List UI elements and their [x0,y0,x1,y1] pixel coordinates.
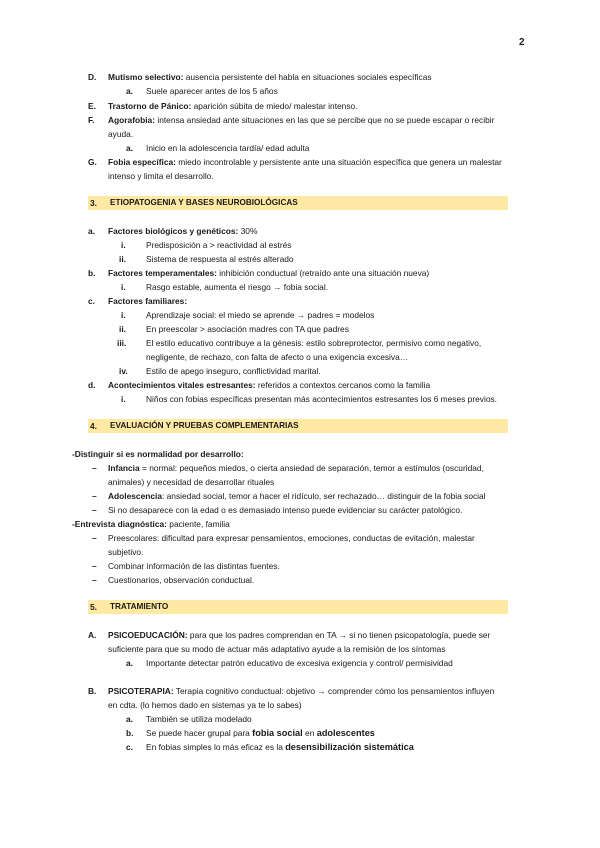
dash: – [92,561,97,571]
subitem: En preescolar > asociación madres con TA que padres [146,324,349,334]
fobia-especifica-item [108,155,502,169]
section-number: 5. [90,602,97,612]
desc: aparición súbita de miedo/ malestar intenso. [191,101,358,111]
section-title: TRATAMIENTO [110,602,169,611]
desc: referidos a contextos cercanos como la familia [255,380,431,390]
subitem: Predisposición a > reactividad al estrés [146,240,292,250]
section-number: 4. [90,421,97,431]
desc: intensa ansiedad ante situaciones en las que se percibe que no se puede escapar o recibir [155,115,495,125]
marker: b. [126,728,134,738]
factores-biologicos [108,224,257,238]
marker: i. [121,394,126,404]
entrevista-item [72,517,230,531]
mutismo-selectivo-item [108,70,432,84]
subitem: El estilo educativo contribuye a la génesis: estilo sobreprotector, permisivo como negativo, [146,338,482,348]
term: Trastorno de Pánico: [108,101,192,111]
agorafobia-cont: ayuda. [108,129,134,139]
marker-a: a. [126,143,133,153]
text: Se puede hacer grupal para [146,728,253,738]
term: -Entrevista diagnóstica: [72,519,167,529]
psicoterapia-subitem-b [146,726,375,740]
marker-d: D. [88,72,97,82]
term: Acontecimientos vitales estresantes: [108,380,256,390]
dash: – [92,505,97,515]
psicoterapia-item [108,684,494,698]
bold-text: fobia social [252,728,303,738]
subitem: Rasgo estable, aumenta el riesgo → fobia social. [146,282,329,292]
preescolares-cont: subjetivo. [108,547,144,557]
factores-temperamentales [108,266,429,280]
term: Factores temperamentales: [108,268,217,278]
text: En fobias simples lo más eficaz es la [146,742,286,752]
term: Agorafobia: [108,115,155,125]
term: Factores biológicos y genéticos: [108,226,239,236]
marker: d. [88,380,96,390]
term: Factores familiares: [108,296,188,306]
infancia-item [108,461,484,475]
marker: ii. [119,254,126,264]
page-number: 2 [519,37,525,48]
marker-g: G. [88,157,97,167]
desc: para que los padres comprendan en TA → si no tienen psicopatología, puede ser [187,630,491,640]
psicoeducacion-subitem: Importante detectar patrón educativo de excesiva exigencia y control/ permisividad [146,658,453,668]
term: PSICOTERAPIA: [108,686,174,696]
dash: – [92,575,97,585]
infancia-cont: animales) y necesidad de desarrollar rituales [108,477,275,487]
term: Adolescencia [108,491,162,501]
cuestionarios-item: Cuestionarios, observación conductual. [108,575,255,585]
section-number: 3. [90,198,97,208]
marker: a. [126,658,133,668]
desc: 30% [238,226,258,236]
marker: i. [121,310,126,320]
section-4-header [88,419,508,433]
marker: i. [121,282,126,292]
agorafobia-subitem: Inicio en la adolescencia tardía/ edad adulta [146,143,310,153]
desc: : ansiedad social, temor a hacer el ridículo, ser rechazado… distinguir de la fobia social [162,491,486,501]
section-title: ETIOPATOGENIA Y BASES NEUROBIOLÓGICAS [110,198,298,207]
bold-text: adolescentes [316,728,375,738]
psicoeducacion-cont: suficiente para que su modo de actuar más adaptativo ayude a la remisión de los síntomas [108,644,446,654]
marker: c. [88,296,95,306]
desc: ausencia persistente del habla en situaciones sociales específicas [183,72,432,82]
bold-text: desensibilización sistemática [285,742,414,752]
marker: ii. [119,324,126,334]
marker-e: E. [88,101,96,111]
marker-b: B. [88,686,97,696]
text: en [302,728,317,738]
panico-item [108,99,358,113]
acontecimientos-vitales [108,378,430,392]
mutismo-subitem: Suele aparecer antes de los 5 años [146,86,278,96]
desc: Terapia cognitivo conductual: objetivo → comprender cómo los pensamientos influyen [173,686,495,696]
adolescencia-item [108,489,486,503]
marker: iv. [119,366,128,376]
marker: a. [88,226,95,236]
psicoterapia-subitem-c [146,740,414,754]
fobia-especifica-cont: intenso y limita el desarrollo. [108,171,214,181]
marker: a. [126,714,133,724]
marker-a: a. [126,86,133,96]
marker-a: A. [88,630,97,640]
desc: inhibición conductual (retraído ante una situación nueva) [216,268,430,278]
marker: iii. [117,338,127,348]
marker-f: F. [88,115,95,125]
dash: – [92,463,97,473]
dash: – [92,491,97,501]
preescolares-item: Preescolares: dificultad para expresar pensamientos, emociones, conductas de evitación, malestar [108,533,475,543]
term: Fobia específica: [108,157,176,167]
desc: miedo incontrolable y persistente ante una situación específica que genera un malestar [175,157,502,167]
dash: – [92,533,97,543]
persistencia-item: Si no desaparece con la edad o es demasiado intenso puede evidenciar su carácter patológico. [108,505,463,515]
marker: i. [121,240,126,250]
distinguir-title: -Distinguir si es normalidad por desarrollo: [72,449,244,459]
subitem-cont: negligente, de rechazo, con falta de afecto o una exigencia excesiva… [146,352,409,362]
psicoeducacion-item [108,628,490,642]
subitem: Niños con fobias específicas presentan más acontecimientos estresantes los 6 meses previos. [146,394,497,404]
section-5-header [88,600,508,614]
term: Infancia [108,463,140,473]
section-title: EVALUACIÓN Y PRUEBAS COMPLEMENTARIAS [110,421,299,430]
marker: c. [126,742,133,752]
marker: b. [88,268,96,278]
subitem: Estilo de apego inseguro, conflictividad marital. [146,366,321,376]
agorafobia-item [108,113,494,127]
desc: paciente, familia [166,519,230,529]
subitem: Aprendizaje social: el miedo se aprende → padres = modelos [146,310,375,320]
term: Mutismo selectivo: [108,72,184,82]
subitem: Sistema de respuesta al estrés alterado [146,254,294,264]
term: PSICOEDUCACIÓN: [108,630,188,640]
desc: = normal: pequeños miedos, o cierta ansiedad de separación, temor a estímulos (oscuridad, [139,463,484,473]
psicoterapia-cont: en cdta. (lo hemos dado en sistemas ya te lo sabes) [108,700,302,710]
factores-familiares [108,294,187,308]
psicoterapia-subitem-a: También se utiliza modelado [146,714,252,724]
section-3-header [88,196,508,210]
combinar-item: Combinar información de las distintas fuentes. [108,561,280,571]
